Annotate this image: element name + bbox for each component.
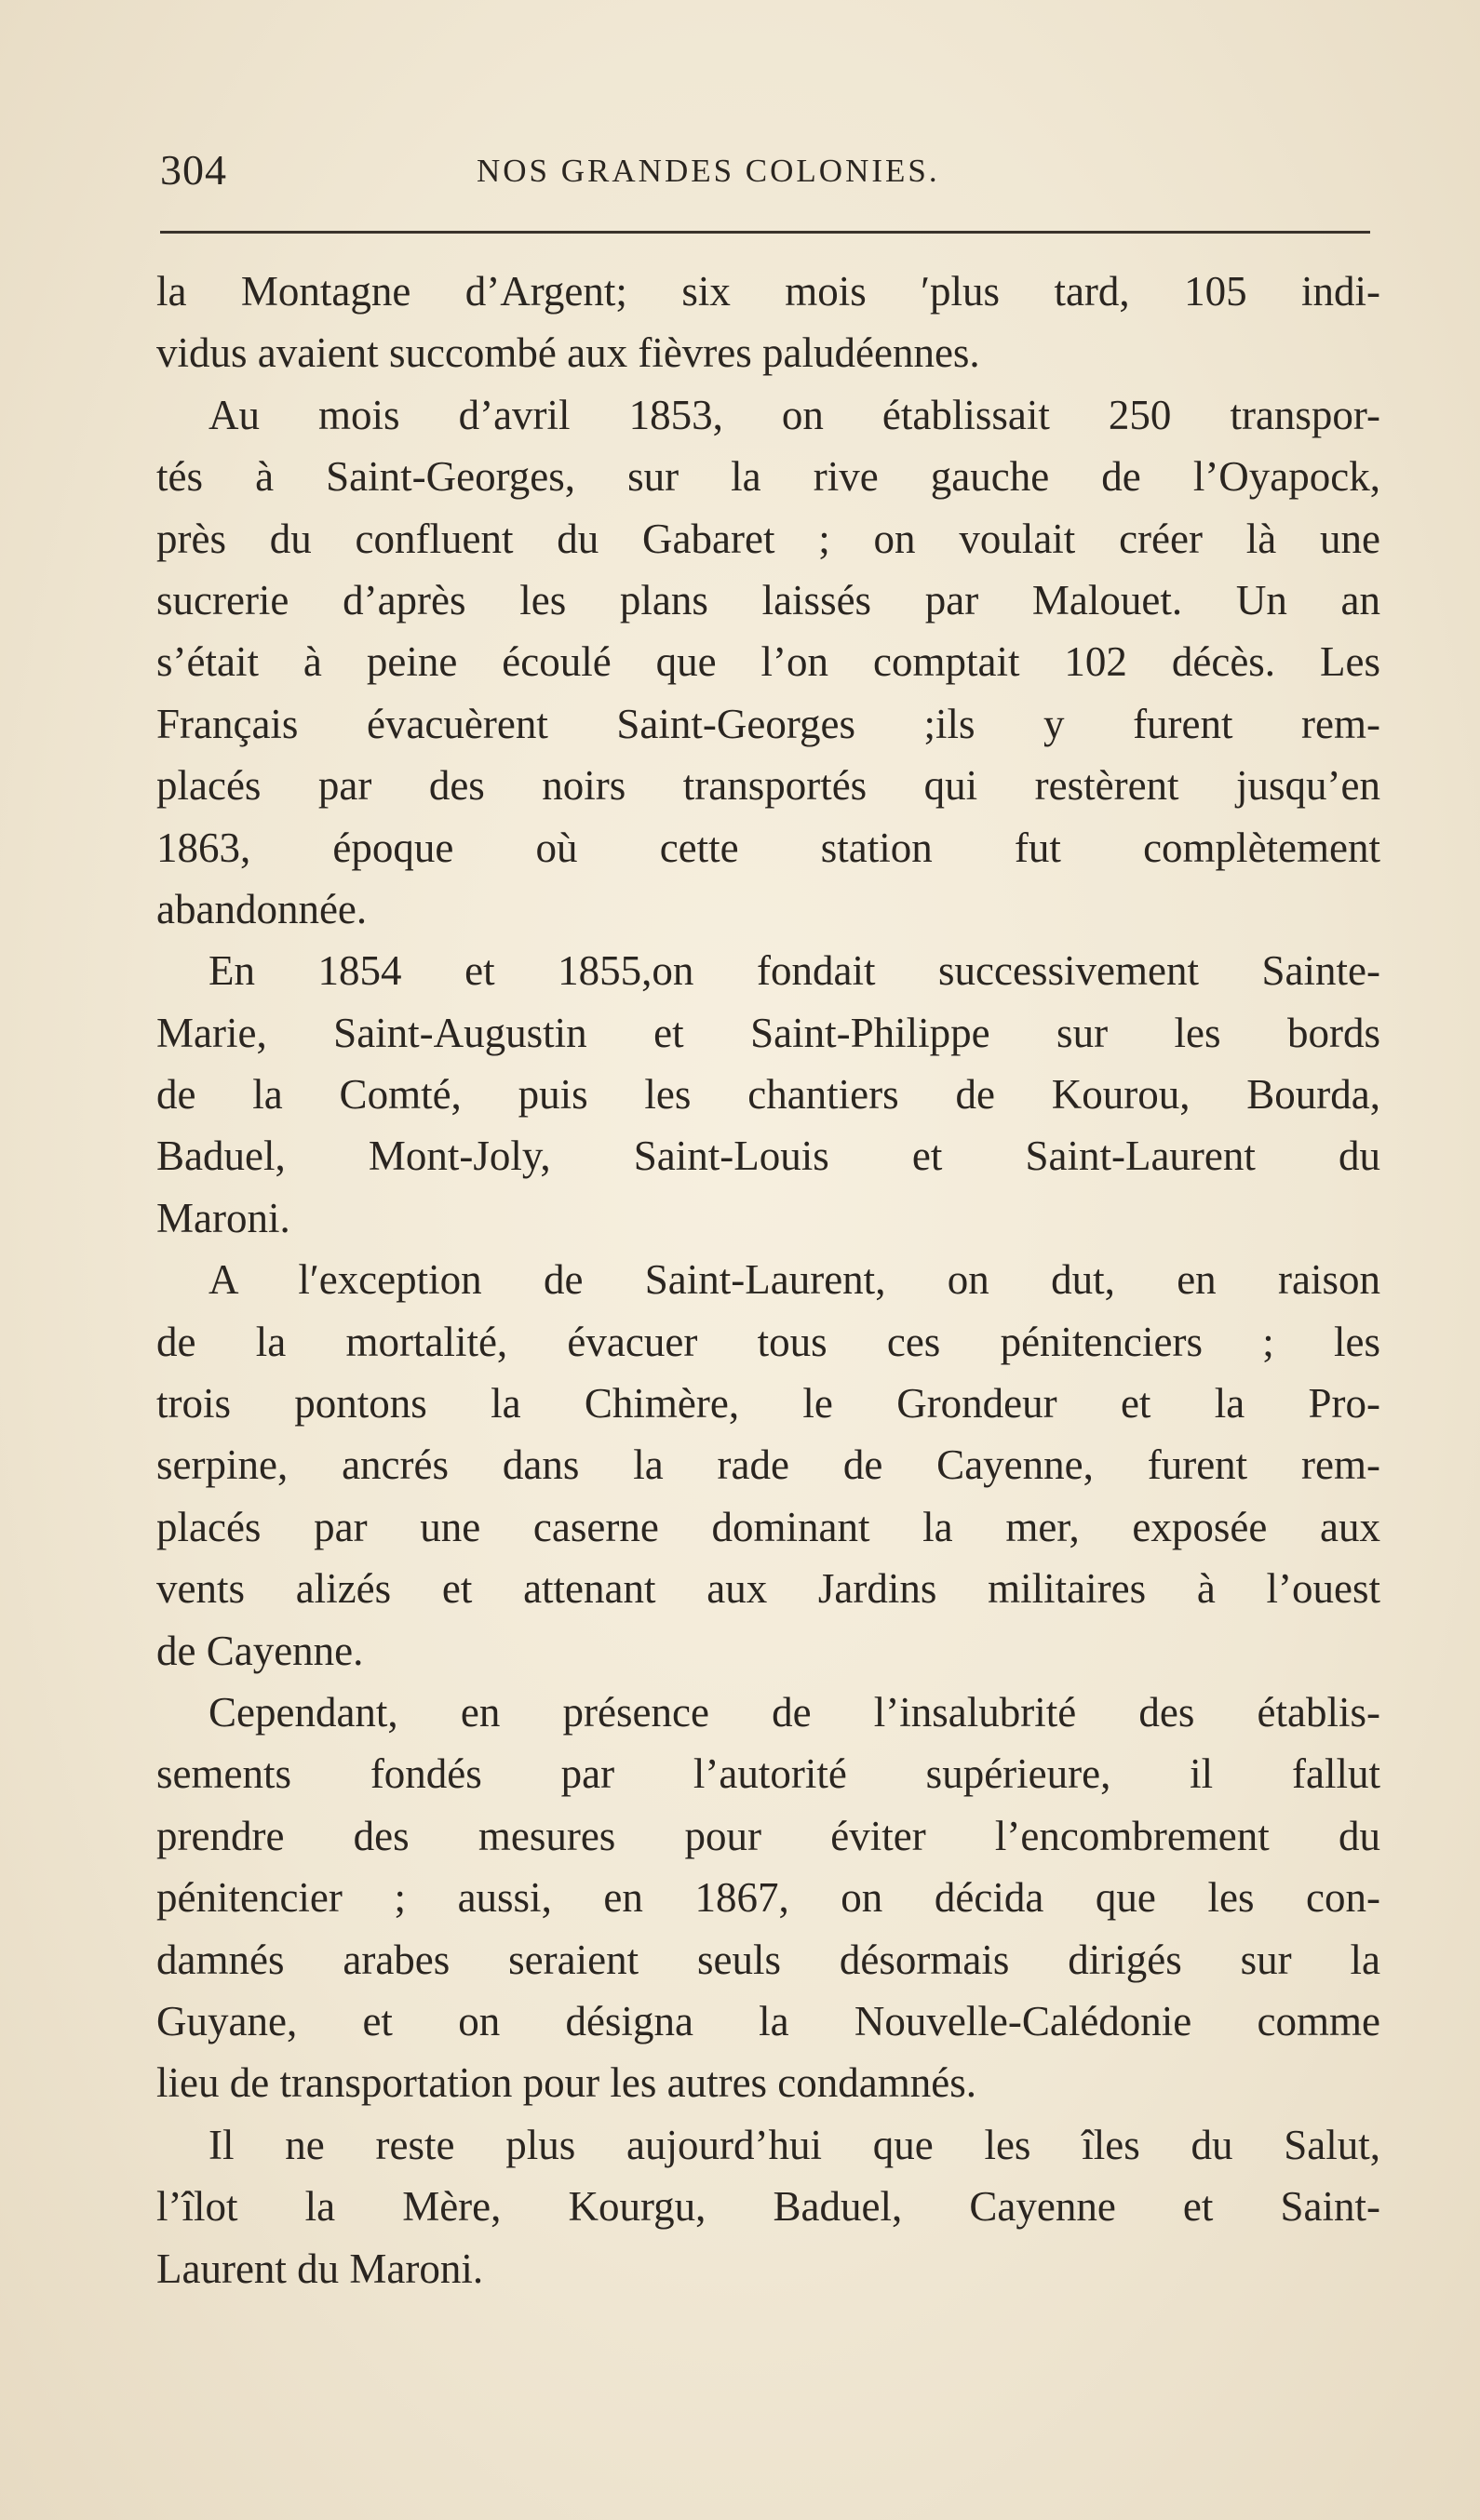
text-line: Français évacuèrent Saint-Georges ;ils y furent rem- [156, 700, 1380, 747]
text-line: sucrerie d’après les plans laissés par Malouet. Un an [156, 576, 1380, 623]
page-header [160, 140, 1370, 205]
text-line: trois pontons la Chimère, le Grondeur et la Pro- [156, 1380, 1380, 1428]
text-line: En 1854 et 1855,on fondait successivement Sainte- [209, 947, 1380, 995]
text-line: l’îlot la Mère, Kourgu, Baduel, Cayenne et Saint- [156, 2183, 1380, 2231]
text-line: vidus avaient succombé aux fièvres paludéennes. [156, 329, 980, 377]
body-text [156, 261, 1380, 2299]
text-line: près du confluent du Gabaret ; on voulait créer là une [156, 515, 1380, 562]
text-line: lieu de transportation pour les autres condamnés. [156, 2059, 976, 2107]
text-line: vents alizés et attenant aux Jardins militaires à l’ouest [156, 1565, 1380, 1613]
header-rule [160, 231, 1370, 234]
text-line: A lʹexception de Saint-Laurent, on dut, en raison [209, 1256, 1380, 1304]
text-line: tés à Saint-Georges, sur la rive gauche de l’Oyapock, [156, 453, 1380, 501]
text-line: placés par une caserne dominant la mer, exposée aux [156, 1503, 1380, 1550]
text-line: Laurent du Maroni. [156, 2245, 484, 2292]
text-line: 1863, époque où cette station fut complètement [156, 824, 1380, 871]
text-line: damnés arabes seraient seuls désormais dirigés sur la [156, 1936, 1380, 1983]
text-line: la Montagne d’Argent; six mois ʹplus tard, 105 indi- [156, 268, 1380, 315]
text-line: Marie, Saint-Augustin et Saint-Philippe sur les bords [156, 1009, 1380, 1056]
running-title: NOS GRANDES COLONIES. [477, 153, 940, 189]
text-line: abandonnée. [156, 885, 368, 932]
text-line: s’était à peine écoulé que l’on comptait 102 décès. Les [156, 638, 1380, 686]
text-line: placés par des noirs transportés qui restèrent jusqu’en [156, 762, 1380, 810]
page-number: 304 [160, 146, 227, 194]
text-line: de la mortalité, évacuer tous ces pénitenciers ; les [156, 1318, 1380, 1365]
text-line: prendre des mesures pour éviter l’encombrement du [156, 1812, 1380, 1859]
text-line: sements fondés par l’autorité supérieure, il fallut [156, 1750, 1380, 1798]
text-line: Au mois d’avril 1853, on établissait 250 transpor- [209, 391, 1380, 438]
text-line: Guyane, et on désigna la Nouvelle-Calédonie comme [156, 1997, 1380, 2044]
text-line: Il ne reste plus aujourd’hui que les îles du Salut, [209, 2121, 1380, 2168]
text-line: de Cayenne. [156, 1627, 364, 1674]
text-line: Baduel, Mont-Joly, Saint-Louis et Saint-Laurent du [156, 1133, 1380, 1180]
text-line: Cependant, en présence de l’insalubrité des établis- [209, 1688, 1380, 1736]
text-line: Maroni. [156, 1194, 290, 1241]
text-line: de la Comté, puis les chantiers de Kourou, Bourda, [156, 1071, 1380, 1119]
text-line: pénitencier ; aussi, en 1867, on décida que les con- [156, 1874, 1380, 1922]
text-line: serpine, ancrés dans la rade de Cayenne, furent rem- [156, 1441, 1380, 1489]
